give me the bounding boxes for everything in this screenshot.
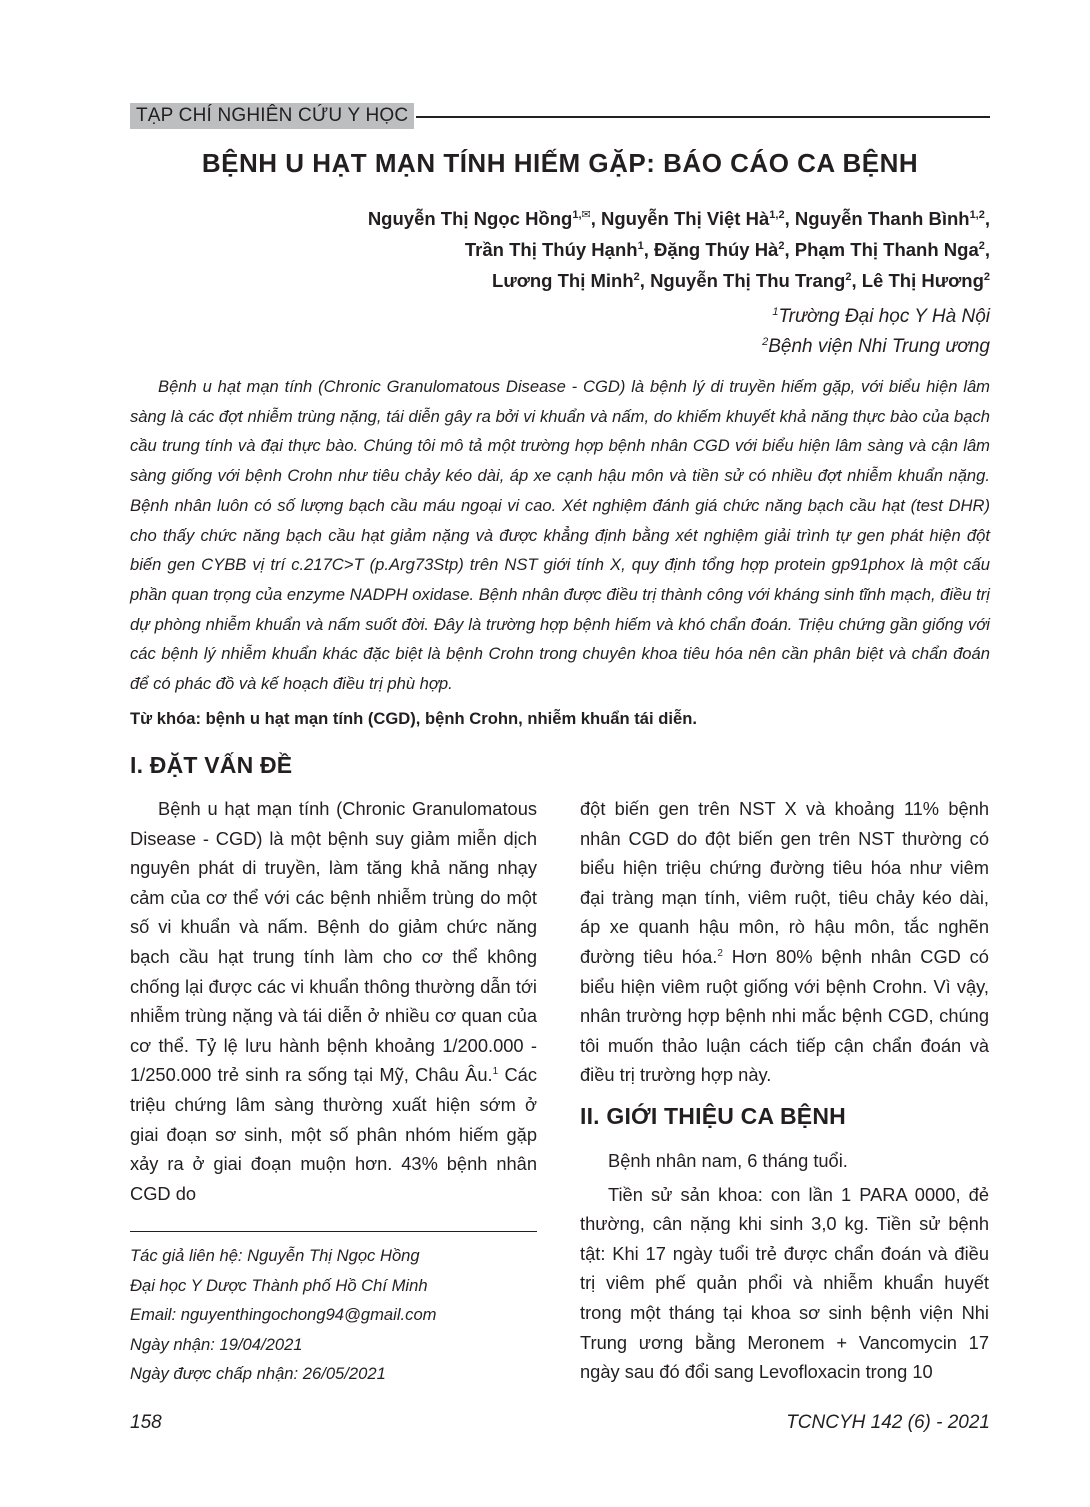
case-paragraph-1: Bệnh nhân nam, 6 tháng tuổi. [608,1150,848,1171]
author-name: Lê Thị Hương [861,270,984,291]
author-name: Phạm Thị Thanh Nga [794,239,979,260]
section-heading-case: II. GIỚI THIỆU CA BỆNH [580,1103,846,1129]
journal-header [130,103,990,129]
abstract: Bệnh u hạt mạn tính (Chronic Granulomatous Disease - CGD) là bệnh lý di truyền hiếm gặp, với biểu hiện lâm sàng là các đợt nhiễm trùng nặng, tái diễn gây ra bởi vi khuẩn và nấm, do khiếm khuyết khả năng thực bào của bạch cầu trung tính và đại thực bào. Chúng tôi mô tả một trường hợp bệnh nhân CGD với biểu hiện lâm sàng và cận lâm sàng giống với bệnh Crohn như tiêu chảy kéo dài, áp xe cạnh hậu môn và tiền sử có nhiều đợt nhiễm khuẩn nặng. Bệnh nhân luôn có số lượng bạch cầu máu ngoại vi cao. Xét nghiệm đánh giá chức năng bạch cầu hạt (test DHR) cho thấy chức năng bạch cầu hạt giảm nặng và được khẳng định bằng xét nghiệm giải trình tự gen phát hiện đột biến gen CYBB vị trí c.217C>T (p.Arg73Stp) trên NST giới tính X, quy định tổng hợp protein gp91phox là một cấu phần quan trọng của enzyme NADPH oxidase. Bệnh nhân được điều trị thành công với kháng sinh tĩnh mạch, điều trị dự phòng nhiễm khuẩn và nấm suốt đời. Đây là trường hợp bệnh hiếm và khó chẩn đoán. Triệu chứng gần giống với các bệnh lý nhiễm khuẩn khác đặc biệt là bệnh Crohn trong chuyên khoa tiêu hóa nên cần phân biệt và chẩn đoán để có phác đồ và kế hoạch điều trị phù hợp. [130,377,990,694]
corresponding-email: Email: nguyenthingochong94@gmail.com [130,1305,437,1324]
author-affil-sup: 2 [845,271,852,283]
author-name: Nguyễn Thị Việt Hà [601,208,770,229]
author-list [90,200,990,296]
received-date: Ngày nhận: 19/04/2021 [130,1334,303,1354]
author-affil-sup: 1 [637,240,644,252]
citation-ref: 2 [717,947,723,959]
journal-name: TẠP CHÍ NGHIÊN CỨU Y HỌC [130,103,414,129]
author-name: Lương Thị Minh [492,270,634,291]
author-affil-sup: 2 [778,240,785,252]
affiliation-1: $^1$Trường Đại học Y Hà Nội [772,306,990,327]
case-column [580,1146,989,1391]
author-affil-sup: 2 [978,240,985,252]
page-number: 158 [130,1412,162,1433]
keywords: Từ khóa: bệnh u hạt mạn tính (CGD), bệnh Crohn, nhiễm khuẩn tái diễn. [130,709,697,728]
author-affil-sup: 1,2 [769,209,785,221]
affiliation-2: $^2$Bệnh viện Nhi Trung ương [762,336,990,357]
intro-right-column [580,794,989,1090]
author-line-1: Nguyễn Thị Ngọc Hồng$^{1,}$✉, Nguyễn Thị Việt Hà$^{1,2}$, Nguyễn Thanh Bình$^{1,2}$, [90,200,990,234]
footnote [130,1241,550,1389]
affiliations [762,302,990,362]
author-affil-sup: 1,2 [969,209,985,221]
author-name: Nguyễn Thanh Bình [794,208,970,229]
article-title: BỆNH U HẠT MẠN TÍNH HIẾM GẶP: BÁO CÁO CA BỆNH [201,148,919,178]
corresponding-author: Tác giả liên hệ: Nguyễn Thị Ngọc Hồng [130,1246,420,1265]
author-name: Nguyễn Thị Ngọc Hồng [367,208,573,229]
author-affil-sup: 2 [633,271,640,283]
citation-ref: 1 [492,1066,499,1078]
footnote-rule [130,1231,537,1232]
accepted-date: Ngày được chấp nhận: 26/05/2021 [130,1364,386,1383]
header-rule [416,116,990,118]
author-name: Đặng Thúy Hà [653,239,779,260]
envelope-icon: ✉ [581,209,591,221]
journal-reference: TCNCYH 142 (6) - 2021 [786,1412,990,1433]
author-name: Nguyễn Thị Thu Trang [650,270,846,291]
author-line-3: Lương Thị Minh$^2$, Nguyễn Thị Thu Trang$^2$, Lê Thị Hương$^2$ [492,270,990,291]
author-name: Trần Thị Thúy Hạnh [464,239,638,260]
section-heading-introduction: I. ĐẶT VẤN ĐỀ [130,752,293,778]
author-affil-sup: 2 [983,271,990,283]
corresponding-institution: Đại học Y Dược Thành phố Hồ Chí Minh [130,1275,428,1295]
case-paragraph-2: Tiền sử sản khoa: con lần 1 PARA 0000, đẻ thường, cân nặng khi sinh 3,0 kg. Tiền sử bệnh tật: Khi 17 ngày tuổi trẻ được chẩn đoán và điều trị viêm phế quản phổi và nhiễm khuẩn huyết trong một tháng tại khoa sơ sinh bệnh viện Nhi Trung ương bằng Meronem + Vancomycin 17 ngày sau đó đổi sang Levofloxacin trong 10 [580,1183,989,1383]
intro-left-column [130,794,537,1208]
author-line-2: Trần Thị Thúy Hạnh$^1$, Đặng Thúy $Hà^2$, Phạm Thị Thanh Nga$^2$, [464,239,990,260]
intro-paragraph-cont: đột biến gen trên NST X và khoảng 11% bệnh nhân CGD do đột biến gen trên NST thường có biểu hiện triệu chứng đường tiêu hóa như viêm đại tràng mạn tính, viêm ruột, tiêu chảy kéo dài, áp xe quanh hậu môn, rò hậu môn, tắc nghẽn đường tiêu hóa.$^2$ Hơn 80% bệnh nhân CGD có biểu hiện viêm ruột giống với bệnh Crohn. Vì vậy, nhân trường hợp bệnh nhi mắc bệnh CGD, chúng tôi muốn thảo luận cách tiếp cận chẩn đoán và điều trị trường hợp này. [580,798,989,1086]
intro-paragraph: Bệnh u hạt mạn tính (Chronic Granulomatous Disease - CGD) là một bệnh suy giảm miễn dịch nguyên phát di truyền, làm tăng khả năng nhạy cảm của cơ thể với các bệnh nhiễm trùng do một số vi khuẩn và nấm. Bệnh do giảm chức năng bạch cầu hạt trung tính làm cho cơ thể không chống lại được các vi khuẩn thông thường dẫn tới nhiễm trùng nặng và tái diễn ở nhiều cơ quan của cơ thể. Tỷ lệ lưu hành bệnh khoảng 1/200.000 - 1/250.000 trẻ sinh ra sống tại Mỹ, Châu Âu.$^1$ Các triệu chứng lâm sàng thường xuất hiện sớm ở giai đoạn sơ sinh, một số phân nhóm hiếm gặp xảy ra ở giai đoạn muộn hơn. 43% bệnh nhân CGD do [130,798,537,1204]
author-affil-sup: 1, [572,209,582,221]
